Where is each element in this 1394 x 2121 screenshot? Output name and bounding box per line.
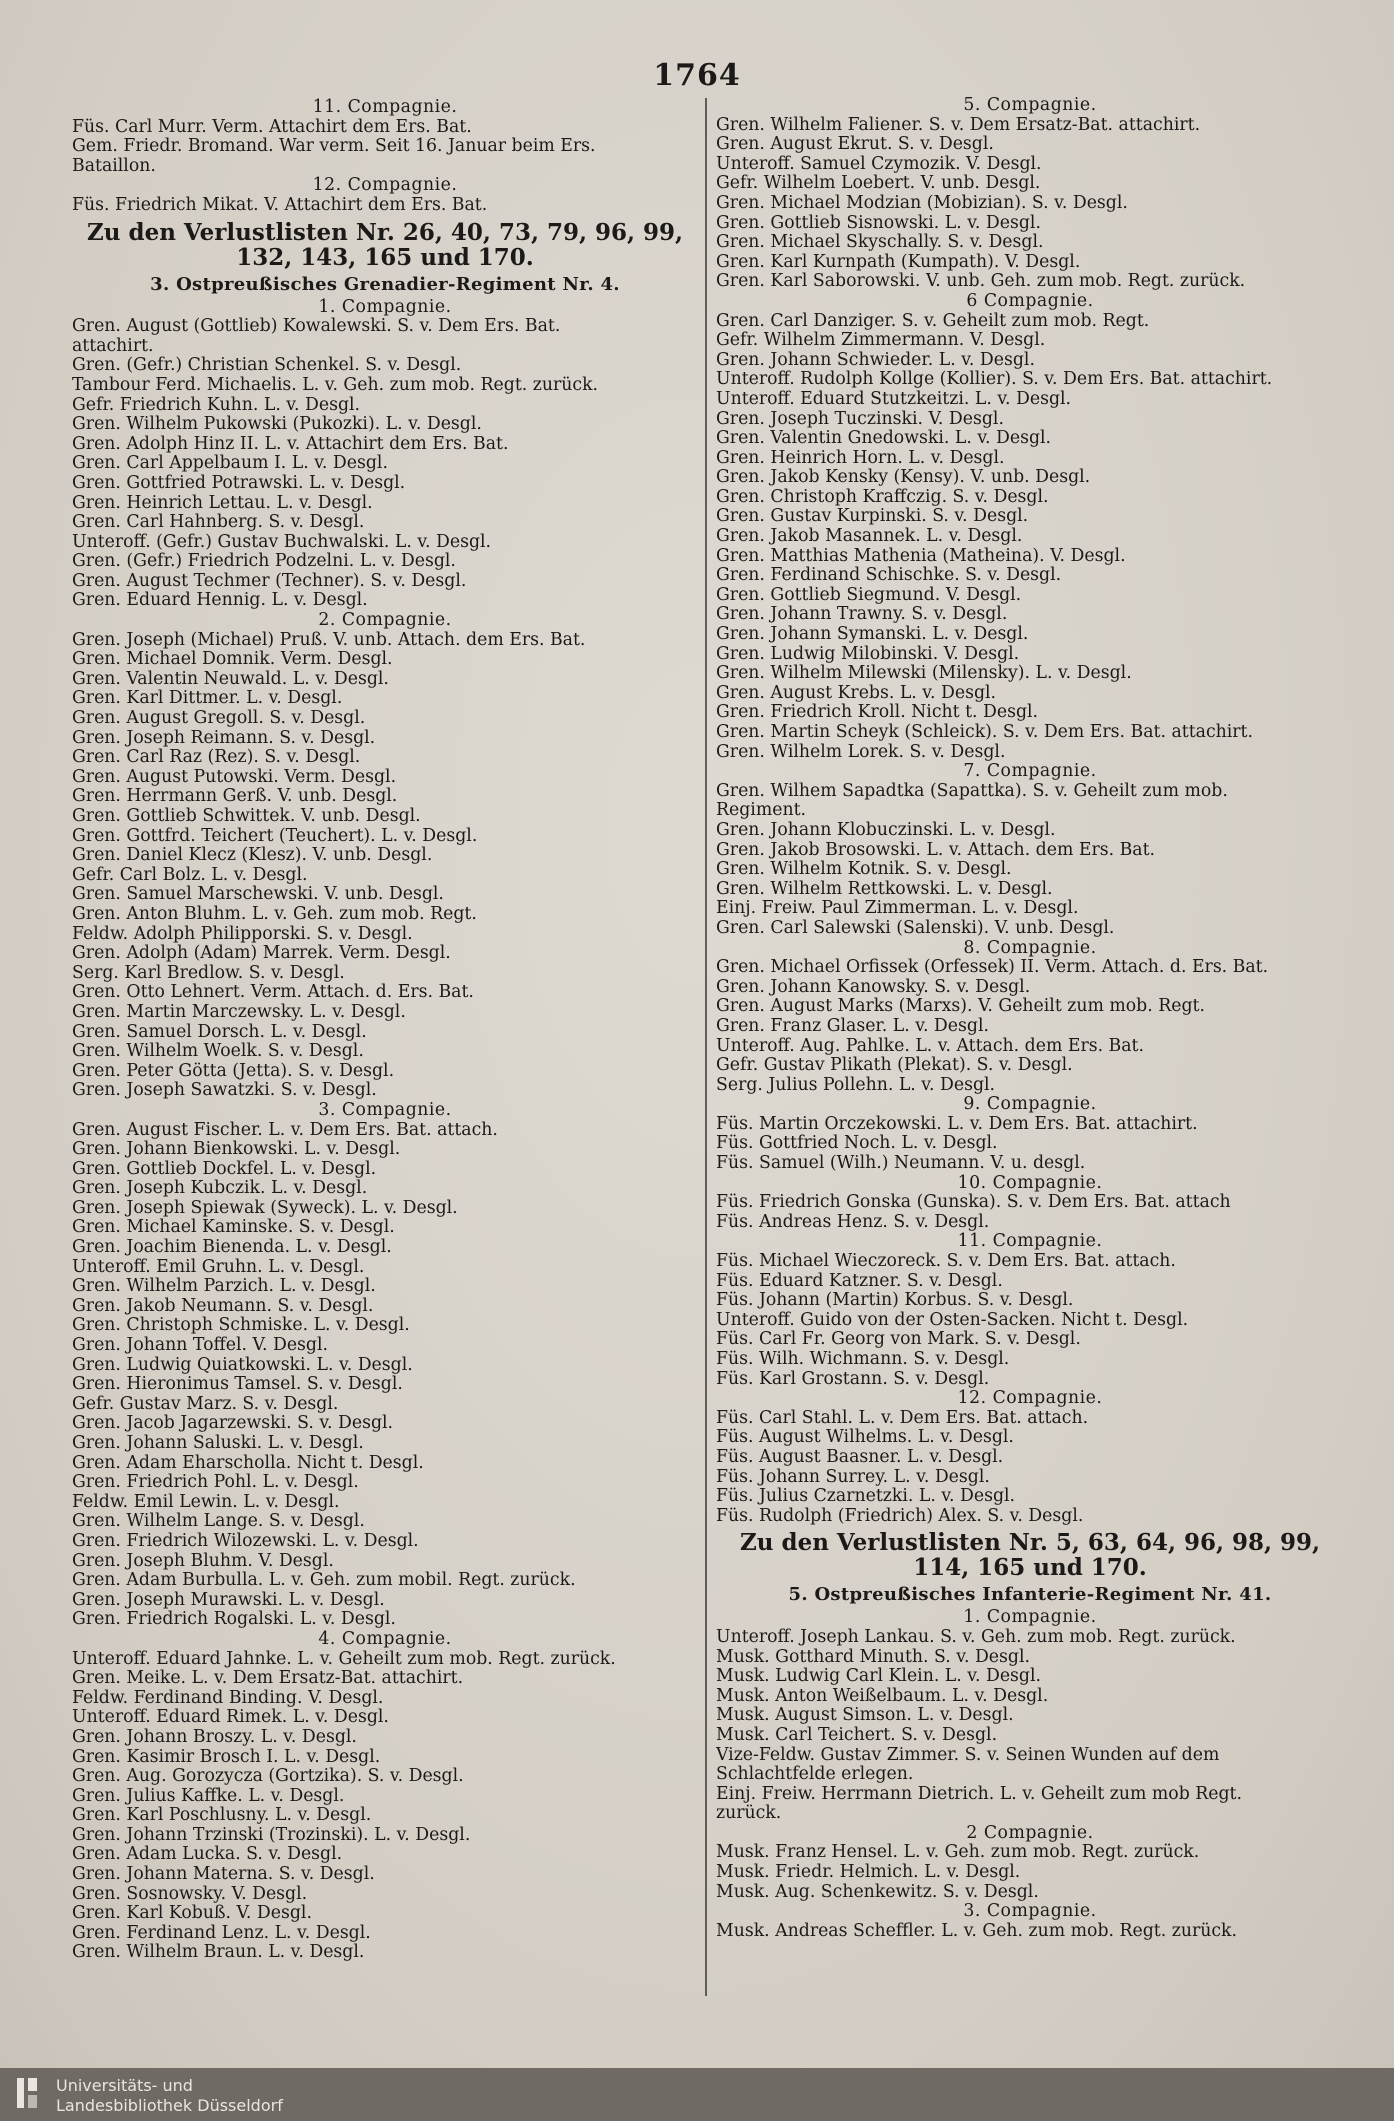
casualty-entry: Gren. (Gefr.) Friedrich Podzelni. L. v. Desgl. — [72, 552, 456, 572]
casualty-entry: Gren. August Putowski. Verm. Desgl. — [72, 767, 397, 787]
column-divider — [705, 98, 707, 1996]
casualty-entry: Unteroff. Joseph Lankau. S. v. Geh. zum mob. Regt. zurück. — [716, 1627, 1236, 1647]
casualty-entry: Gren. Friedrich Pohl. L. v. Desgl. — [72, 1473, 359, 1493]
right-column — [716, 96, 1344, 1941]
loss-list-heading: Zu den Verlustlisten Nr. 26, 40, 73, 79, 96, 99, 132, 143, 165 und 170. — [86, 218, 684, 271]
casualty-entry: Füs. Martin Orczekowski. L. v. Dem Ers. Bat. attachirt. — [716, 1114, 1198, 1134]
casualty-entry: Gren. Meike. L. v. Dem Ersatz-Bat. attachirt. — [72, 1669, 464, 1689]
casualty-entry: Gren. Joseph Spiewak (Syweck). L. v. Desgl. — [72, 1198, 458, 1218]
company-heading: 1. Compagnie. — [963, 1607, 1097, 1628]
casualty-entry: Gren. August Fischer. L. v. Dem Ers. Bat. attach. — [72, 1120, 498, 1140]
casualty-entry: Unteroff. Guido von der Osten-Sacken. Nicht t. Desgl. — [716, 1310, 1189, 1330]
casualty-entry: Füs. Johann (Martin) Korbus. S. v. Desgl. — [716, 1291, 1074, 1311]
casualty-entry: Gren. Carl Hahnberg. S. v. Desgl. — [72, 513, 365, 533]
casualty-entry: Gren. Friedrich Wilozewski. L. v. Desgl. — [72, 1531, 419, 1551]
casualty-entry: Gren. Jakob Neumann. S. v. Desgl. — [72, 1296, 374, 1316]
company-heading: 5. Compagnie. — [963, 95, 1097, 115]
casualty-entry: Gren. Johann Kanowsky. S. v. Desgl. — [716, 977, 1031, 997]
casualty-entry: Gren. Gottlieb Schwittek. V. unb. Desgl. — [72, 807, 421, 826]
casualty-entry: Gren. Aug. Gorozycza (Gortzika). S. v. Desgl. — [72, 1767, 464, 1787]
casualty-entry: Füs. Wilh. Wichmann. S. v. Desgl. — [716, 1350, 1010, 1369]
casualty-entry: Gren. Michael Skyschally. S. v. Desgl. — [716, 233, 1044, 253]
casualty-entry: Unteroff. Eduard Stutzkeitzi. L. v. Desgl. — [716, 389, 1072, 409]
casualty-entry: Gren. Michael Modzian (Mobizian). S. v. Desgl. — [716, 193, 1128, 213]
casualty-entry: Gren. Daniel Klecz (Klesz). V. unb. Desgl. — [72, 846, 433, 866]
casualty-entry: Gem. Friedr. Bromand. War verm. Seit 16. Januar beim Ers. — [72, 137, 596, 157]
casualty-entry: Gren. Wilhelm Rettkowski. L. v. Desgl. — [716, 879, 1053, 899]
casualty-entry: Gren. Eduard Hennig. L. v. Desgl. — [72, 591, 368, 611]
casualty-entry: Unteroff. (Gefr.) Gustav Buchwalski. L. v. Desgl. — [72, 532, 492, 552]
casualty-entry: Füs. Friedrich Gonska (Gunska). S. v. Dem Ers. Bat. attach — [716, 1193, 1231, 1213]
casualty-entry: Musk. Ludwig Carl Klein. L. v. Desgl. — [716, 1667, 1042, 1687]
casualty-entry: Gren. Wilhelm Lange. S. v. Desgl. — [72, 1512, 365, 1532]
casualty-entry: Gren. Karl Kobuß. V. Desgl. — [72, 1904, 312, 1924]
company-heading: 10. Compagnie. — [957, 1172, 1103, 1193]
casualty-entry: Musk. Carl Teichert. S. v. Desgl. — [716, 1725, 998, 1745]
casualty-entry: Gren. Adam Burbulla. L. v. Geh. zum mobil. Regt. zurück. — [72, 1571, 576, 1591]
casualty-entry: Gren. Adolph Hinz II. L. v. Attachirt dem Ers. Bat. — [72, 434, 509, 454]
casualty-entry: Serg. Karl Bredlow. S. v. Desgl. — [72, 963, 345, 983]
company-heading: 1. Compagnie. — [318, 296, 452, 317]
casualty-entry: Gren. Wilhelm Kotnik. S. v. Desgl. — [716, 860, 1012, 880]
casualty-entry: Gren. Matthias Mathenia (Matheina). V. Desgl. — [716, 546, 1126, 566]
casualty-entry: Gren. Wilhelm Milewski (Milensky). L. v. Desgl. — [716, 664, 1132, 684]
casualty-entry: Füs. Johann Surrey. L. v. Desgl. — [716, 1467, 990, 1487]
casualty-entry: Gren. Johann Symanski. L. v. Desgl. — [716, 625, 1029, 645]
company-heading: 4. Compagnie. — [318, 1628, 452, 1649]
company-heading: 11. Compagnie. — [312, 97, 458, 117]
casualty-entry: Bataillon. — [72, 156, 156, 176]
casualty-entry: Gren. Adam Lucka. S. v. Desgl. — [72, 1845, 343, 1865]
company-heading: 11. Compagnie. — [957, 1231, 1103, 1252]
casualty-entry: Füs. Gottfried Noch. L. v. Desgl. — [716, 1134, 998, 1154]
casualty-entry: Unteroff. Aug. Pahlke. L. v. Attach. dem Ers. Bat. — [716, 1036, 1144, 1056]
casualty-entry: Gefr. Gustav Plikath (Plekat). S. v. Desgl. — [716, 1056, 1073, 1076]
casualty-entry: Regiment. — [716, 801, 807, 821]
casualty-entry: Gren. Joseph Kubczik. L. v. Desgl. — [72, 1179, 368, 1199]
casualty-entry: Gren. Valentin Neuwald. L. v. Desgl. — [72, 669, 389, 689]
casualty-entry: Gren. Valentin Gnedowski. L. v. Desgl. — [716, 429, 1052, 449]
casualty-entry: Gren. Carl Raz (Rez). S. v. Desgl. — [72, 748, 361, 768]
casualty-entry: Gren. August Techmer (Techner). S. v. Desgl. — [72, 571, 467, 591]
casualty-entry: Gren. Joachim Bienenda. L. v. Desgl. — [72, 1238, 392, 1258]
company-heading: 2. Compagnie. — [318, 610, 452, 631]
casualty-entry: Musk. Friedr. Helmich. L. v. Desgl. — [716, 1863, 1021, 1883]
casualty-entry: Feldw. Ferdinand Binding. V. Desgl. — [72, 1688, 384, 1708]
casualty-entry: Gren. Carl Danziger. S. v. Geheilt zum mob. Regt. — [716, 311, 1150, 331]
casualty-entry: Gren. Carl Salewski (Salenski). V. unb. Desgl. — [716, 918, 1115, 938]
casualty-entry: Gren. Johann Toffel. V. Desgl. — [72, 1336, 329, 1356]
casualty-entry: Gren. Wilhelm Pukowski (Pukozki). L. v. Desgl. — [72, 415, 482, 435]
casualty-entry: Gren. Herrmann Gerß. V. unb. Desgl. — [72, 787, 398, 807]
company-heading: 9. Compagnie. — [963, 1094, 1097, 1115]
casualty-entry: Gren. Jacob Jagarzewski. S. v. Desgl. — [72, 1414, 394, 1434]
left-column — [72, 98, 698, 1963]
casualty-entry: Gren. Joseph (Michael) Pruß. V. unb. Attach. dem Ers. Bat. — [72, 630, 586, 650]
company-heading: 6 Compagnie. — [966, 290, 1094, 311]
casualty-entry: Gren. Joseph Murawski. L. v. Desgl. — [72, 1590, 385, 1610]
casualty-entry: Gren. Michael Orfissek (Orfessek) II. Verm. Attach. d. Ers. Bat. — [716, 958, 1269, 978]
casualty-entry: Feldw. Emil Lewin. L. v. Desgl. — [72, 1492, 340, 1512]
casualty-entry: Unteroff. Samuel Czymozik. V. Desgl. — [716, 154, 1042, 174]
casualty-entry: Unteroff. Eduard Rimek. L. v. Desgl. — [72, 1708, 389, 1728]
casualty-entry: Gren. August Gregoll. S. v. Desgl. — [72, 709, 366, 729]
casualty-entry: Musk. August Simson. L. v. Desgl. — [716, 1706, 1014, 1726]
casualty-entry: Gren. Gottlieb Siegmund. V. Desgl. — [716, 585, 1022, 605]
casualty-entry: zurück. — [716, 1804, 782, 1824]
casualty-entry: Gren. Gottfried Potrawski. L. v. Desgl. — [72, 473, 406, 493]
casualty-entry: Gren. Ferdinand Lenz. L. v. Desgl. — [72, 1923, 371, 1943]
company-heading: 12. Compagnie. — [312, 175, 458, 196]
casualty-entry: Gren. Michael Kaminske. S. v. Desgl. — [72, 1218, 395, 1238]
casualty-entry: Füs. Andreas Henz. S. v. Desgl. — [716, 1212, 990, 1232]
casualty-entry: Gren. Wilhelm Faliener. S. v. Dem Ersatz-Bat. attachirt. — [716, 115, 1201, 135]
casualty-entry: Füs. Carl Stahl. L. v. Dem Ers. Bat. attach. — [716, 1408, 1089, 1428]
casualty-entry: Gren. Michael Domnik. Verm. Desgl. — [72, 650, 393, 670]
casualty-entry: Gren. Joseph Sawatzki. S. v. Desgl. — [72, 1081, 377, 1101]
library-name-line1: Universitäts- und — [56, 2076, 193, 2095]
casualty-entry: Gren. August Krebs. L. v. Desgl. — [716, 683, 997, 703]
casualty-entry: Gren. Wilhelm Lorek. S. v. Desgl. — [716, 742, 1006, 762]
casualty-entry: Gren. Adolph (Adam) Marrek. Verm. Desgl. — [72, 944, 451, 964]
casualty-entry: Gren. Hieronimus Tamsel. S. v. Desgl. — [72, 1375, 403, 1395]
casualty-entry: Gren. Samuel Marschewski. V. unb. Desgl. — [72, 885, 444, 905]
company-heading: 3. Compagnie. — [318, 1099, 452, 1120]
library-name-line2: Landesbibliothek Düsseldorf — [56, 2096, 283, 2115]
casualty-entry: Gren. Adam Eharscholla. Nicht t. Desgl. — [72, 1453, 424, 1473]
library-name — [56, 2076, 283, 2116]
casualty-entry: Gren. Sosnowsky. V. Desgl. — [72, 1884, 308, 1904]
casualty-entry: Gren. Ludwig Quiatkowski. L. v. Desgl. — [72, 1355, 413, 1375]
casualty-entry: Gren. Karl Kurnpath (Kumpath). V. Desgl. — [716, 252, 1081, 272]
casualty-entry: Füs. August Baasner. L. v. Desgl. — [716, 1447, 1004, 1467]
casualty-entry: Gren. Johann Schwieder. L. v. Desgl. — [716, 350, 1035, 370]
casualty-entry: Schlachtfelde erlegen. — [716, 1765, 914, 1785]
casualty-entry: Musk. Anton Weißelbaum. L. v. Desgl. — [716, 1686, 1049, 1706]
casualty-entry: Füs. Carl Fr. Georg von Mark. S. v. Desgl. — [716, 1330, 1081, 1350]
casualty-entry: Gren. (Gefr.) Christian Schenkel. S. v. Desgl. — [72, 356, 462, 376]
casualty-entry: Einj. Freiw. Herrmann Dietrich. L. v. Geheilt zum mob Regt. — [716, 1784, 1242, 1804]
library-footer — [0, 2068, 1394, 2121]
casualty-entry: Füs. Julius Czarnetzki. L. v. Desgl. — [716, 1487, 1016, 1507]
casualty-entry: Gren. Joseph Tuczinski. V. Desgl. — [716, 409, 1004, 429]
casualty-entry: Gefr. Carl Bolz. L. v. Desgl. — [72, 865, 308, 885]
casualty-entry: Gren. Johann Trzinski (Trozinski). L. v. Desgl. — [72, 1825, 471, 1845]
casualty-entry: Gefr. Wilhelm Loebert. V. unb. Desgl. — [716, 174, 1041, 194]
casualty-entry: Musk. Andreas Scheffler. L. v. Geh. zum mob. Regt. zurück. — [716, 1921, 1237, 1941]
casualty-entry: Gefr. Wilhelm Zimmermann. V. Desgl. — [716, 331, 1046, 351]
casualty-entry: Gren. Wilhelm Woelk. S. v. Desgl. — [72, 1042, 364, 1062]
casualty-entry: Gren. Karl Saborowski. V. unb. Geh. zum mob. Regt. zurück. — [716, 272, 1246, 292]
casualty-entry: Musk. Franz Hensel. L. v. Geh. zum mob. Regt. zurück. — [716, 1843, 1200, 1863]
casualty-entry: Gren. August Marks (Marxs). V. Geheilt zum mob. Regt. — [716, 997, 1205, 1017]
casualty-entry: Füs. Karl Grostann. S. v. Desgl. — [716, 1369, 990, 1389]
casualty-entry: Gren. Friedrich Kroll. Nicht t. Desgl. — [716, 703, 1039, 723]
casualty-entry: Füs. Michael Wieczoreck. S. v. Dem Ers. Bat. attach. — [716, 1252, 1176, 1272]
casualty-entry: Füs. Rudolph (Friedrich) Alex. S. v. Desgl. — [716, 1506, 1084, 1526]
casualty-entry: Gren. Johann Broszy. L. v. Desgl. — [72, 1727, 357, 1747]
casualty-entry: Gren. Ferdinand Schischke. S. v. Desgl. — [716, 566, 1062, 586]
casualty-entry: Gren. Johann Klobuczinski. L. v. Desgl. — [716, 820, 1056, 840]
casualty-entry: Gefr. Gustav Marz. S. v. Desgl. — [72, 1394, 339, 1414]
casualty-entry: Gren. Karl Dittmer. L. v. Desgl. — [72, 689, 343, 709]
casualty-entry: Gren. Otto Lehnert. Verm. Attach. d. Ers. Bat. — [72, 983, 474, 1003]
casualty-entry: Füs. Samuel (Wilh.) Neumann. V. u. desgl. — [716, 1154, 1086, 1174]
casualty-entry: Gren. Christoph Kraffczig. S. v. Desgl. — [716, 487, 1049, 507]
casualty-entry: Gren. Anton Bluhm. L. v. Geh. zum mob. Regt. — [72, 904, 477, 924]
casualty-entry: Gren. Martin Marczewsky. L. v. Desgl. — [72, 1002, 406, 1022]
casualty-entry: Einj. Freiw. Paul Zimmerman. L. v. Desgl. — [716, 899, 1079, 919]
casualty-entry: Vize-Feldw. Gustav Zimmer. S. v. Seinen Wunden auf dem — [716, 1745, 1220, 1765]
company-heading: 8. Compagnie. — [963, 937, 1097, 958]
casualty-entry: Unteroff. Emil Gruhn. L. v. Desgl. — [72, 1257, 365, 1277]
regiment-heading: 5. Ostpreußisches Infanterie-Regiment Nr. 41. — [788, 1584, 1272, 1606]
company-heading: 12. Compagnie. — [957, 1388, 1103, 1409]
casualty-entry: Gren. Gustav Kurpinski. S. v. Desgl. — [716, 507, 1029, 527]
casualty-entry: Gren. August (Gottlieb) Kowalewski. S. v. Dem Ers. Bat. — [72, 317, 561, 337]
company-heading: 7. Compagnie. — [963, 761, 1097, 782]
casualty-entry: Gren. Ludwig Milobinski. V. Desgl. — [716, 644, 1020, 664]
casualty-entry: Gren. Joseph Reimann. S. v. Desgl. — [72, 728, 376, 748]
casualty-entry: Gren. Kasimir Brosch I. L. v. Desgl. — [72, 1747, 381, 1767]
casualty-entry: Gren. Wilhem Sapadtka (Sapattka). S. v. Geheilt zum mob. — [716, 781, 1228, 801]
casualty-entry: attachirt. — [72, 336, 154, 356]
casualty-entry: Gren. Samuel Dorsch. L. v. Desgl. — [72, 1022, 367, 1042]
casualty-entry: Gren. Jakob Kensky (Kensy). V. unb. Desgl. — [716, 468, 1091, 488]
casualty-entry: Gren. Johann Trawny. S. v. Desgl. — [716, 605, 1008, 625]
casualty-entry: Serg. Julius Pollehn. L. v. Desgl. — [716, 1075, 996, 1095]
loss-list-heading: Zu den Verlustlisten Nr. 5, 63, 64, 96, 98, 99, 114, 165 und 170. — [739, 1529, 1321, 1582]
casualty-entry: Gren. Martin Scheyk (Schleick). S. v. Dem Ers. Bat. attachirt. — [716, 723, 1253, 742]
casualty-entry: Gren. Johann Materna. S. v. Desgl. — [72, 1865, 375, 1885]
casualty-entry: Gren. Gottlieb Sisnowski. L. v. Desgl. — [716, 213, 1041, 233]
casualty-entry: Gren. Johann Bienkowski. L. v. Desgl. — [72, 1140, 401, 1160]
casualty-entry: Gren. Johann Saluski. L. v. Desgl. — [72, 1434, 364, 1453]
page-number: 1764 — [653, 58, 741, 93]
casualty-entry: Gren. Wilhelm Braun. L. v. Desgl. — [72, 1943, 365, 1963]
casualty-entry: Gefr. Friedrich Kuhn. L. v. Desgl. — [72, 395, 361, 415]
company-heading: 2 Compagnie. — [966, 1822, 1094, 1843]
company-heading: 3. Compagnie. — [963, 1901, 1097, 1922]
casualty-entry: Unteroff. Eduard Jahnke. L. v. Geheilt zum mob. Regt. zurück. — [72, 1649, 616, 1669]
casualty-entry: Gren. Julius Kaffke. L. v. Desgl. — [72, 1786, 345, 1806]
casualty-entry: Tambour Ferd. Michaelis. L. v. Geh. zum mob. Regt. zurück. — [72, 375, 599, 395]
casualty-entry: Gren. Franz Glaser. L. v. Desgl. — [716, 1016, 989, 1036]
casualty-entry: Füs. Friedrich Mikat. V. Attachirt dem Ers. Bat. — [72, 195, 488, 215]
casualty-entry: Gren. Carl Appelbaum I. L. v. Desgl. — [72, 454, 388, 474]
casualty-entry: Gren. Wilhelm Parzich. L. v. Desgl. — [72, 1277, 376, 1297]
casualty-entry: Gren. Heinrich Horn. L. v. Desgl. — [716, 448, 1005, 468]
casualty-entry: Gren. Peter Götta (Jetta). S. v. Desgl. — [72, 1061, 395, 1081]
casualty-entry: Gren. Christoph Schmiske. L. v. Desgl. — [72, 1316, 410, 1336]
casualty-entry: Gren. Jakob Masannek. L. v. Desgl. — [716, 527, 1023, 547]
casualty-entry: Gren. Heinrich Lettau. L. v. Desgl. — [72, 493, 373, 513]
casualty-entry: Gren. Joseph Bluhm. V. Desgl. — [72, 1551, 334, 1571]
casualty-entry: Gren. Karl Poschlusny. L. v. Desgl. — [72, 1806, 372, 1826]
library-logo-icon — [14, 2076, 40, 2110]
casualty-entry: Gren. Friedrich Rogalski. L. v. Desgl. — [72, 1610, 396, 1630]
regiment-heading: 3. Ostpreußisches Grenadier-Regiment Nr. 4. — [150, 273, 620, 295]
casualty-entry: Unteroff. Rudolph Kollge (Kollier). S. v. Dem Ers. Bat. attachirt. — [716, 370, 1273, 390]
casualty-entry: Füs. Eduard Katzner. S. v. Desgl. — [716, 1271, 1003, 1291]
casualty-entry: Füs. Carl Murr. Verm. Attachirt dem Ers. Bat. — [72, 117, 472, 137]
casualty-entry: Musk. Aug. Schenkewitz. S. v. Desgl. — [716, 1882, 1039, 1902]
casualty-entry: Gren. Gottfrd. Teichert (Teuchert). L. v. Desgl. — [72, 826, 478, 846]
casualty-entry: Feldw. Adolph Philipporski. S. v. Desgl. — [72, 924, 413, 944]
casualty-entry: Füs. August Wilhelms. L. v. Desgl. — [716, 1428, 1014, 1448]
casualty-entry: Gren. Jakob Brosowski. L. v. Attach. dem Ers. Bat. — [716, 840, 1156, 860]
casualty-entry: Musk. Gotthard Minuth. S. v. Desgl. — [716, 1647, 1030, 1667]
casualty-entry: Gren. Gottlieb Dockfel. L. v. Desgl. — [72, 1159, 377, 1179]
casualty-entry: Gren. August Ekrut. S. v. Desgl. — [716, 135, 994, 155]
